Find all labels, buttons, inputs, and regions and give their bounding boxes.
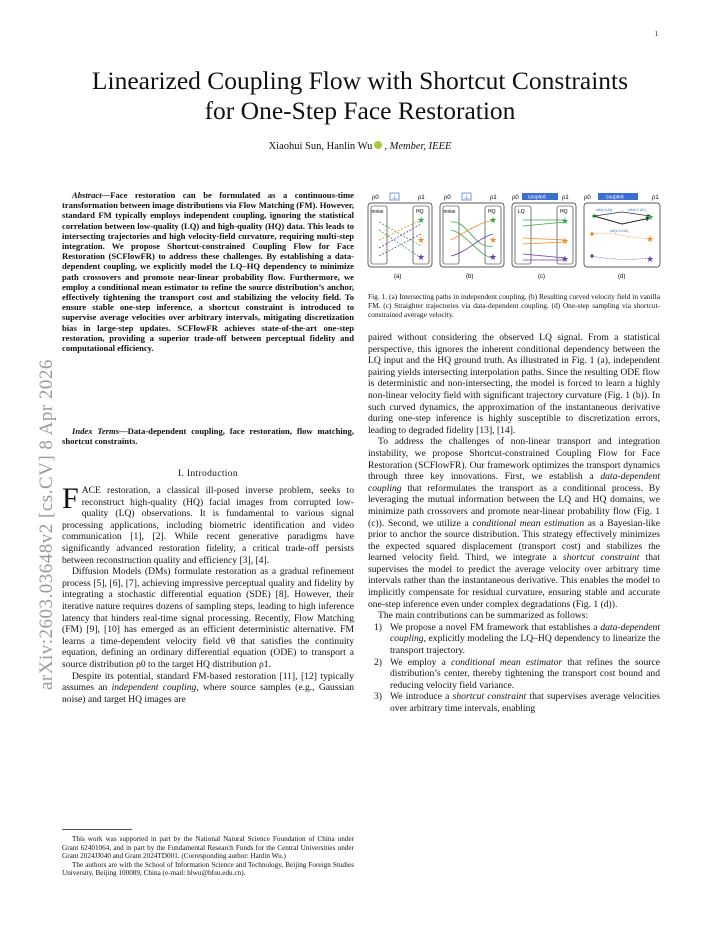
orcid-icon[interactable]	[374, 141, 382, 149]
svg-text:★: ★	[646, 212, 655, 222]
contribution-item	[368, 691, 660, 714]
panel-label-c: (c)	[538, 274, 545, 280]
figure-caption: Fig. 1. (a) Intersecting paths in independent coupling. (b) Resulting curved velocity field in vanilla FM. (c) Straighter trajectories via data-dependent coupling. (d) One-step sampling via shortcut-constrained average velocity.	[368, 292, 660, 319]
rho1-label-d: ρ1	[652, 195, 659, 201]
author-line	[50, 141, 670, 152]
figure-1	[366, 190, 662, 286]
intro-paragraph-1-text: ACE restoration, a classical ill-posed inverse problem, seeks to reconstruct high-quality (HQ) facial images from corrupted low-quality (LQ) observations. It is fundamental to various signal processing applications, including biometric identification and video communication [1], [2]. While recent generative paradigms have significantly advanced restoration fidelity, a critical trade-off persists between reconstruction quality and efficiency [3], [4].	[62, 485, 354, 566]
rp2-c: as a Bayesian-like prior to anchor the source distribution. This strategy effectively minimizes the expected squared displacement (transport cost) and stabilizes the learned velocity field. Third, we integrate a	[368, 517, 660, 564]
intro-left-column	[62, 482, 355, 705]
page-number: 1	[654, 30, 658, 38]
author-role: , Member, IEEE	[384, 141, 452, 152]
abstract-label: Abstract	[72, 190, 102, 200]
svg-text:★: ★	[489, 235, 498, 245]
right-paragraph-1: paired without considering the observed LQ signal. From a statistical perspective, this ignores the inherent conditional dependency between the LQ input and the HQ ground truth. As illustrated in Fig. 1 (a), independent pairing yields intersecting interpolation paths. Since the resulting ODE flow is deterministic and non-intersecting, the model is forced to learn a highly non-linear velocity field with significant trajectory curvature (Fig. 1 (b)). In such curved dynamics, the approximation of the instantaneous derivative during one-step inference is highly susceptible to discretization errors, leading to degraded fidelity [13], [14].	[368, 332, 661, 436]
contribution-number: 3)	[374, 691, 382, 703]
lq-label-c: LQ	[518, 209, 525, 215]
noise-label-a: noise	[371, 209, 384, 215]
arxiv-stamp-text: arXiv:2603.03648v2 [cs.CV] 8 Apr 2026	[36, 359, 57, 690]
abstract: Abstract—Face restoration can be formulated as a continuous-time transformation between image distributions via Flow Matching (FM). However, standard FM typically employs independent coupling, ignoring the statistical correlation between low-quality (LQ) and high-quality (HQ) data. This leads to intersecting trajectories and high velocity-field curvature, requiring multi-step integration. We propose Shortcut-constrained Coupling Flow for Face Restoration (SCFlowFR) to address these challenges. By establishing a data-dependent coupling, we explicitly model the LQ–HQ dependency to minimize path crossovers and promote near-linear probability flow. Furthermore, we employ a conditional mean estimator to refine the source distribution’s anchor, effectively tightening the transport cost and stabilizing the velocity field. To ensure stable one-step inference, a shortcut constraint is introduced to supervise average velocities over arbitrary intervals, mitigating discretization bias in large-step updates. SCFlowFR achieves state-of-the-art one-step restoration, providing a superior trade-off between perceptual fidelity and computational efficiency.	[62, 190, 354, 354]
rp2-a: To address the challenges of non-linear transport and integration instability, we propose Shortcut-constrained Coupling Flow for Face Restoration (SCFlowFR). Our framework optimizes the transport dynamics through three key innovations. First, we establish a	[368, 436, 660, 483]
footnotes	[62, 835, 354, 878]
arxiv-stamp	[36, 270, 56, 690]
intro-paragraph-2: Diffusion Models (DMs) formulate restoration as a gradual refinement process [5], [6], [7], achieving impressive perceptual quality and fidelity by integrating a stochastic differential equation (SDE) [8]. However, their iterative nature requires dozens of sampling steps, leading to high inference latency that hinders real-time signal processing. Recently, Flow Matching (FM) [9], [10] has emerged as an efficient deterministic alternative. FM learns a time-dependent velocity field vθ that satisfies the continuity equation, defining an ordinary differential equation (ODE) to transport a source distribution ρ0 to the target HQ distribution ρ1.	[62, 566, 354, 670]
contribution-text-a: We introduce a	[390, 691, 453, 703]
rho1-label-a: ρ1	[418, 195, 425, 201]
svg-text:★: ★	[417, 252, 426, 262]
panel-label-a: (a)	[394, 274, 402, 280]
rho1-label-b: ρ1	[490, 195, 497, 201]
intro-paragraph-1	[62, 482, 354, 566]
figure-panel-b	[440, 193, 504, 280]
intro-paragraph-3	[62, 671, 354, 706]
rp2-d: that supervises the model to predict the average velocity over arbitrary time intervals rather than the instantaneous derivative. This enables the model to implicitly compensate for residual curvature, ensuring stable and accurate one-step inference even under complex degradations (Fig. 1 (d)).	[368, 552, 660, 610]
rho0-label-c: ρ0	[512, 195, 519, 201]
svg-text:★: ★	[646, 234, 655, 244]
right-paragraph-3: The main contributions can be summarized as follows:	[378, 610, 589, 622]
index-terms: Index Terms—Data-dependent coupling, face restoration, flow matching, shortcut constraints.	[62, 426, 354, 447]
contribution-text-b: , explicitly modeling the LQ–HQ dependency to linearize the transport trajectory.	[390, 633, 660, 657]
rp2-b: that reformulates the transport as a conditional process. By leveraging the mutual information between the LQ and HQ domains, we minimize path crossovers and promote near-linear probability flow (Fig. 1 (c)). Second, we utilize a	[368, 482, 660, 529]
drop-cap: F	[62, 482, 79, 515]
contribution-emphasis: shortcut constraint	[452, 691, 527, 703]
contribution-text-a: We propose a novel FM framework that establishes a	[390, 621, 601, 633]
contribution-text-b: that refines the source distribution’s center, thereby tightening the transport cost bound and reducing velocity field variance.	[390, 656, 660, 691]
author-names: Xiaohui Sun, Hanlin Wu	[268, 141, 373, 152]
rho0-label-d: ρ0	[584, 195, 591, 201]
footnote-funding: This work was supported in part by the National Natural Science Foundation of China under Grant 62401064, and in part by the Fundamental Research Funds for the Central Universities under Grant 2024JJ040 and Grant 2024TD001. (Corresponding author: Hanlin Wu.)	[62, 835, 354, 861]
perp-symbol-b: ⊥	[464, 195, 470, 201]
figure-panel-a	[368, 193, 432, 280]
svg-text:★: ★	[646, 254, 655, 264]
svg-text:★: ★	[561, 254, 570, 264]
svg-text:★: ★	[489, 252, 498, 262]
rp2-em1: data-dependent coupling	[368, 471, 660, 494]
avg-velocity-3: uθ(x,t,2Δt)	[610, 228, 629, 233]
contribution-emphasis: data-dependent coupling	[390, 621, 660, 645]
rho0-label-b: ρ0	[444, 195, 451, 201]
avg-velocity-2: uθ(x,t',Δt')	[628, 207, 646, 212]
intro-p3-b: , where source samples (e.g., Gaussian noise) and target HQ images are	[62, 682, 355, 705]
contribution-item	[368, 622, 660, 657]
hq-label-b: HQ	[488, 209, 496, 215]
panel-label-b: (b)	[466, 274, 474, 280]
rp2-em2: conditional mean estimation	[472, 517, 585, 529]
svg-text:★: ★	[489, 215, 498, 225]
paper-title	[50, 66, 670, 126]
contribution-text-b: that supervises average velocities over arbitrary time intervals, enabling	[390, 691, 660, 714]
rp2-em3: shortcut constraint	[562, 552, 640, 564]
title-line-1: Linearized Coupling Flow with Shortcut Constraints	[91, 66, 629, 95]
rho1-label-c: ρ1	[562, 195, 569, 201]
footnote-affiliation: The authors are with the School of Information Science and Technology, Beijing Foreign Studies University, Beijing 100089, China (e-mail: hlwu@bfsu.edu.cn).	[62, 860, 354, 878]
intro-p3-em: independent coupling	[111, 682, 197, 694]
coupled-label-c: coupled	[528, 194, 546, 201]
hq-label-c: HQ	[560, 209, 568, 215]
hq-label-a: HQ	[416, 209, 424, 215]
contribution-number: 2)	[374, 656, 382, 668]
panel-label-d: (d)	[618, 274, 626, 280]
rho0-label-a: ρ0	[372, 195, 379, 201]
figure-panel-c	[512, 193, 576, 280]
contribution-text-a: We employ a	[390, 656, 452, 668]
contribution-item	[368, 657, 660, 692]
right-paragraph-2	[368, 436, 660, 610]
svg-text:★: ★	[561, 216, 570, 226]
avg-velocity-1: uθ(x,t,Δt)	[596, 207, 613, 212]
intro-right-column	[368, 332, 660, 715]
section-heading: I. Introduction	[178, 468, 238, 479]
contribution-number: 1)	[374, 621, 382, 633]
perp-symbol-a: ⊥	[392, 195, 398, 201]
figure-panel-d	[584, 193, 660, 280]
abstract-text: Face restoration can be formulated as a continuous-time transformation between image distributions via Flow Matching (FM). However, standard FM typically employs independent coupling, ignoring the statistical correlation between low-quality (LQ) and high-quality (HQ) data. This leads to intersecting trajectories and high velocity-field curvature, requiring multi-step integration. We propose Shortcut-constrained Coupling Flow for Face Restoration (SCFlowFR) to address these challenges. By establishing a data-dependent coupling, we explicitly model the LQ–HQ dependency to minimize path crossovers and promote near-linear probability flow. Furthermore, we employ a conditional mean estimator to refine the source distribution’s anchor, effectively tightening the transport cost and stabilizing the velocity field. To ensure stable one-step inference, a shortcut constraint is introduced to supervise average velocities over arbitrary intervals, mitigating discretization bias in large-step updates. SCFlowFR achieves state-of-the-art one-step restoration, providing a superior trade-off between perceptual fidelity and computational efficiency.	[62, 190, 354, 354]
noise-label-b: noise	[443, 209, 456, 215]
svg-text:★: ★	[561, 236, 570, 246]
svg-text:★: ★	[417, 235, 426, 245]
contributions-list	[368, 622, 660, 715]
title-line-2: for One-Step Face Restoration	[204, 96, 516, 125]
index-terms-text: Data-dependent coupling, face restoration, flow matching, shortcut constraints.	[62, 426, 354, 447]
coupled-label-d: coupled	[606, 194, 624, 201]
contribution-emphasis: conditional mean estimator	[451, 656, 563, 668]
footnote-rule	[62, 829, 132, 830]
index-terms-label: Index Terms	[72, 426, 120, 436]
intro-p3-a: Despite its potential, standard FM-based restoration [11], [12] typically assumes an	[62, 670, 354, 694]
svg-text:★: ★	[417, 215, 426, 225]
